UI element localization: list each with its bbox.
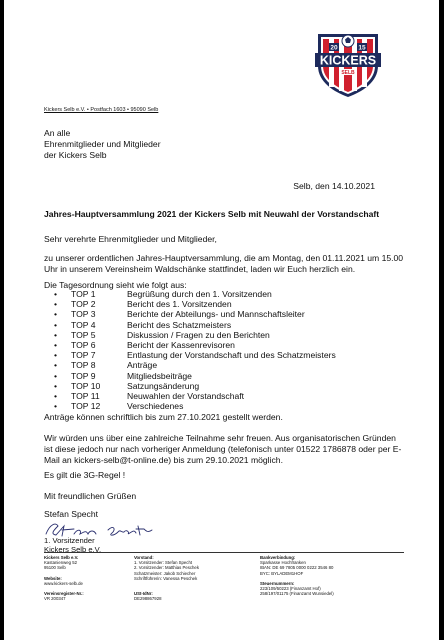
agenda-item-number: TOP 4 (71, 319, 96, 330)
participation-line: Wir würden uns über eine zahlreiche Teilnahme sehr freuen. Aus organisatorischen Gründen (44, 433, 396, 443)
agenda-item-title: Begrüßung durch den 1. Vorsitzenden (127, 289, 272, 299)
bullet-icon: • (54, 309, 58, 320)
signer-name-text: Stefan Specht (44, 509, 98, 519)
agenda-item-title: Mitgliedsbeiträge (127, 370, 192, 381)
footer-column-address (44, 555, 84, 601)
agenda-item-title: Verschiedenes (127, 401, 184, 412)
participation-paragraph (44, 433, 400, 466)
agenda-item-number: TOP 3 (71, 309, 96, 320)
footer-website: www.kickers-selb.de (44, 580, 83, 586)
logo-year-left: 20 (330, 44, 338, 52)
bullet-icon: • (54, 380, 58, 391)
agenda-note (44, 412, 400, 423)
agenda-item-number: TOP 12 (71, 401, 101, 412)
agenda-item-number: TOP 1 (71, 289, 96, 299)
closing-text: Mit freundlichen Grüßen (44, 491, 137, 501)
footer-website-label: Website: (44, 575, 62, 581)
bullet-icon: • (54, 350, 58, 361)
footer-register-label: Vereinsregister-Nr.: (44, 591, 84, 597)
bullet-icon: • (54, 319, 58, 330)
footer-column-bank (260, 555, 334, 596)
footer-bank-line: IBAN: DE 69 7805 0000 0222 3546 80 (260, 565, 334, 571)
participation-line: ist diese jedoch nur nach vorheriger Anmeldung (telefonisch unter 01522 1786878 oder per E- (44, 444, 402, 454)
footer-divider (44, 552, 404, 553)
agenda-item-title: Entlastung der Vorstandschaft und des Schatzmeisters (127, 350, 336, 361)
footer-bank-line: Sparkasse Hochfranken (260, 560, 306, 566)
bullet-icon: • (54, 360, 58, 371)
agenda-item-title: Anträge (127, 360, 158, 371)
intro-line: Uhr in unserem Vereinsheim Waldschänke stattfindet, laden wir Euch herzlich ein. (44, 264, 356, 274)
bullet-icon: • (54, 370, 58, 381)
signer-role-line: 1. Vorsitzender (44, 536, 95, 545)
sender-address-line: Kickers Selb e.V. • Postfach 1603 • 95090 Selb (44, 107, 159, 113)
agenda-item-number: TOP 9 (71, 370, 96, 381)
agenda-item-number: TOP 7 (71, 350, 96, 361)
logo-city: SELB (341, 69, 355, 76)
letter-page (4, 0, 439, 640)
rule-3g (44, 470, 400, 481)
intro-line: zu unserer ordentlichen Jahres-Hauptversammlung, die am Montag, den 01.11.2021 um 15.00 (44, 253, 404, 263)
bullet-icon: • (54, 339, 58, 350)
letter-subject: Jahres-Hauptversammlung 2021 der Kickers Selb mit Neuwahl der Vorstandschaft (44, 209, 380, 219)
signer-name (44, 509, 400, 520)
closing (44, 491, 400, 502)
agenda-item-title: Bericht des Schatzmeisters (127, 319, 232, 330)
footer-tax-line: 223/109/50223 (Finanzamt Hof) (260, 586, 321, 592)
rule-3g-text: Es gilt die 3G-Regel ! (44, 470, 126, 480)
footer-bank-heading: Bankverbindung: (260, 555, 296, 560)
footer-ust-label: USt-IdNr: (134, 591, 153, 597)
agenda-item-title: Satzungsänderung (127, 380, 200, 391)
footer-board-line: Schriftführerin: Vanessa Peschek (134, 575, 198, 581)
footer-board-line: Schatzmeister: Jakob Schiecher (134, 570, 196, 576)
agenda-item-number: TOP 2 (71, 299, 96, 310)
agenda-item-title: Neuwahlen der Vorstandschaft (127, 390, 245, 401)
footer-org-name: Kickers Selb e.V. (44, 555, 79, 560)
right-border (439, 0, 444, 640)
logo-year-right: 15 (358, 44, 366, 52)
agenda-item-title: Berichte der Abteilungs- und Mannschaftsleiter (127, 309, 305, 320)
recipient-line: Ehrenmitglieder und Mitglieder (44, 139, 161, 149)
footer-ust: DE298867928 (134, 596, 162, 602)
footer-board-line: 1. Vorsitzender: Stefan Specht (134, 560, 193, 566)
agenda-item-title: Bericht der Kassenrevisoren (127, 339, 235, 350)
recipient-line: An alle (44, 128, 71, 138)
agenda-item-number: TOP 5 (71, 329, 96, 340)
agenda-note-text: Anträge können schriftlich bis zum 27.10.2021 gestellt werden. (44, 412, 283, 422)
salutation-text: Sehr verehrte Ehrenmitglieder und Mitglieder, (44, 234, 217, 244)
bullet-icon: • (54, 329, 58, 340)
agenda-item-number: TOP 6 (71, 339, 96, 350)
footer-bank-line: BYC: BYLADEM1HOF (260, 570, 304, 576)
footer-tax-line: 258/197/01175 (Finanzamt Wunsiedel) (260, 591, 334, 597)
agenda-item-number: TOP 10 (71, 380, 101, 391)
footer-address-line: 95100 Selb (44, 565, 66, 571)
participation-line: Mail an kickers-selb@t-online.de) bis zum 29.10.2021 möglich. (44, 455, 283, 465)
signer-role-line: Kickers Selb e.V. (44, 545, 102, 554)
footer-tax-label: Steuernummern: (260, 580, 295, 586)
bullet-icon: • (54, 390, 58, 401)
agenda-item-number: TOP 8 (71, 360, 96, 371)
agenda-intro-text: Die Tagesordnung sieht wie folgt aus: (44, 280, 187, 290)
bullet-icon: • (54, 299, 58, 310)
bullet-icon: • (54, 289, 58, 299)
footer-register: VR 200347 (44, 596, 66, 602)
recipient-line: der Kickers Selb (44, 150, 107, 160)
salutation (44, 234, 400, 245)
bullet-icon: • (54, 401, 58, 412)
recipient-block (44, 128, 161, 161)
agenda-item-title: Diskussion / Fragen zu den Berichten (127, 329, 270, 340)
footer-board-heading: Vorstand: (134, 555, 154, 560)
agenda-item-title: Bericht des 1. Vorsitzenden (127, 299, 232, 310)
logo-club-name: KICKERS (319, 53, 377, 68)
footer-board-line: 2. Vorsitzender: Matthias Peschek (134, 565, 199, 571)
place-date: Selb, den 14.10.2021 (293, 181, 375, 191)
intro-paragraph (44, 253, 404, 275)
agenda-item-number: TOP 11 (71, 390, 100, 401)
footer-column-board (134, 555, 199, 601)
kickers-selb-logo (312, 26, 384, 98)
footer-address-line: Kastanienweg 52 (44, 560, 77, 566)
